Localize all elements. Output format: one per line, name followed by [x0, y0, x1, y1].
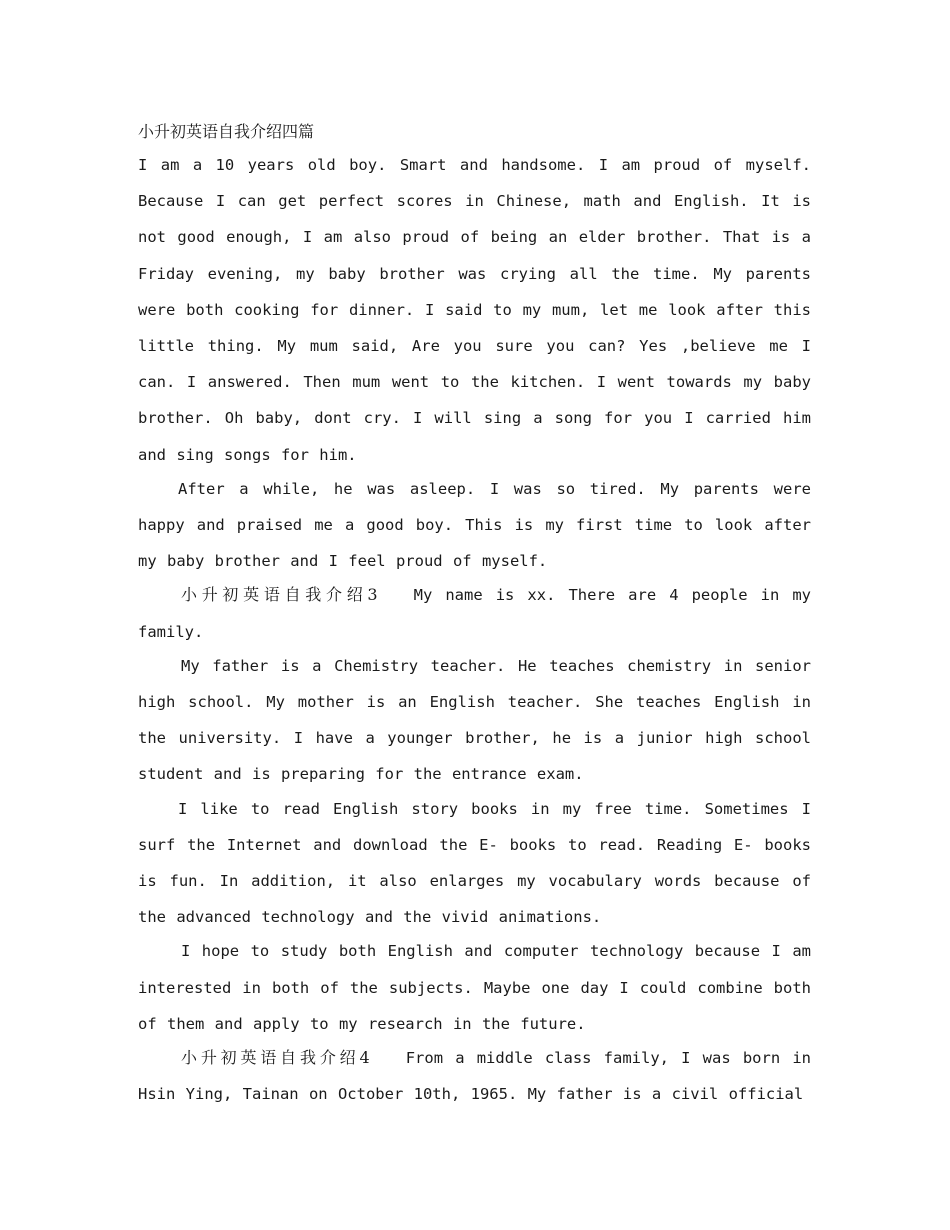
paragraph-7	[138, 1040, 811, 1112]
section-heading-4: 小升初英语自我介绍4	[181, 1048, 372, 1068]
paragraph-6: I hope to study both English and computer technology because I am interested in both of the subjects. Maybe one day I could combine both of them and apply to my research in the future.	[138, 942, 811, 1033]
document-title: 小升初英语自我介绍四篇	[138, 122, 315, 141]
document-body	[138, 117, 811, 1110]
paragraph-1: I am a 10 years old boy. Smart and handsome. I am proud of myself. Because I can get perfect scores in Chinese, math and English. It is not good enough, I am also proud of being an elder brother. That is a Friday evening, my baby brother was crying all the time. My parents were both cooking for dinner. I said to my mum, let me look after this little thing. My mum said, Are you sure you can? Yes ,believe me I can. I answered. Then mum went to the kitchen. I went towards my baby brother. Oh baby, dont cry. I will sing a song for you I carried him and sing songs for him.	[138, 156, 811, 464]
paragraph-3-text: My name is xx. There are 4 people in my family.	[138, 586, 811, 641]
paragraph-2: After a while, he was asleep. I was so tired. My parents were happy and praised me a good boy. This is my first time to look after my baby brother and I feel proud of myself.	[138, 479, 811, 571]
paragraph-5: I like to read English story books in my free time. Sometimes I surf the Internet and download the E- books to read. Reading E- books is fun. In addition, it also enlarges my vocabulary words because of the advanced technology and the vivid animations.	[138, 799, 811, 927]
section-heading-3: 小升初英语自我介绍3	[181, 585, 380, 605]
paragraph-3	[138, 577, 811, 649]
paragraph-7-text: From a middle class family, I was born in Hsin Ying, Tainan on October 10th, 1965. My father is a civil official	[138, 1049, 811, 1104]
paragraph-4: My father is a Chemistry teacher. He teaches chemistry in senior high school. My mother is an English teacher. She teaches English in the university. I have a younger brother, he is a junior high school student and is preparing for the entrance exam.	[138, 656, 811, 784]
